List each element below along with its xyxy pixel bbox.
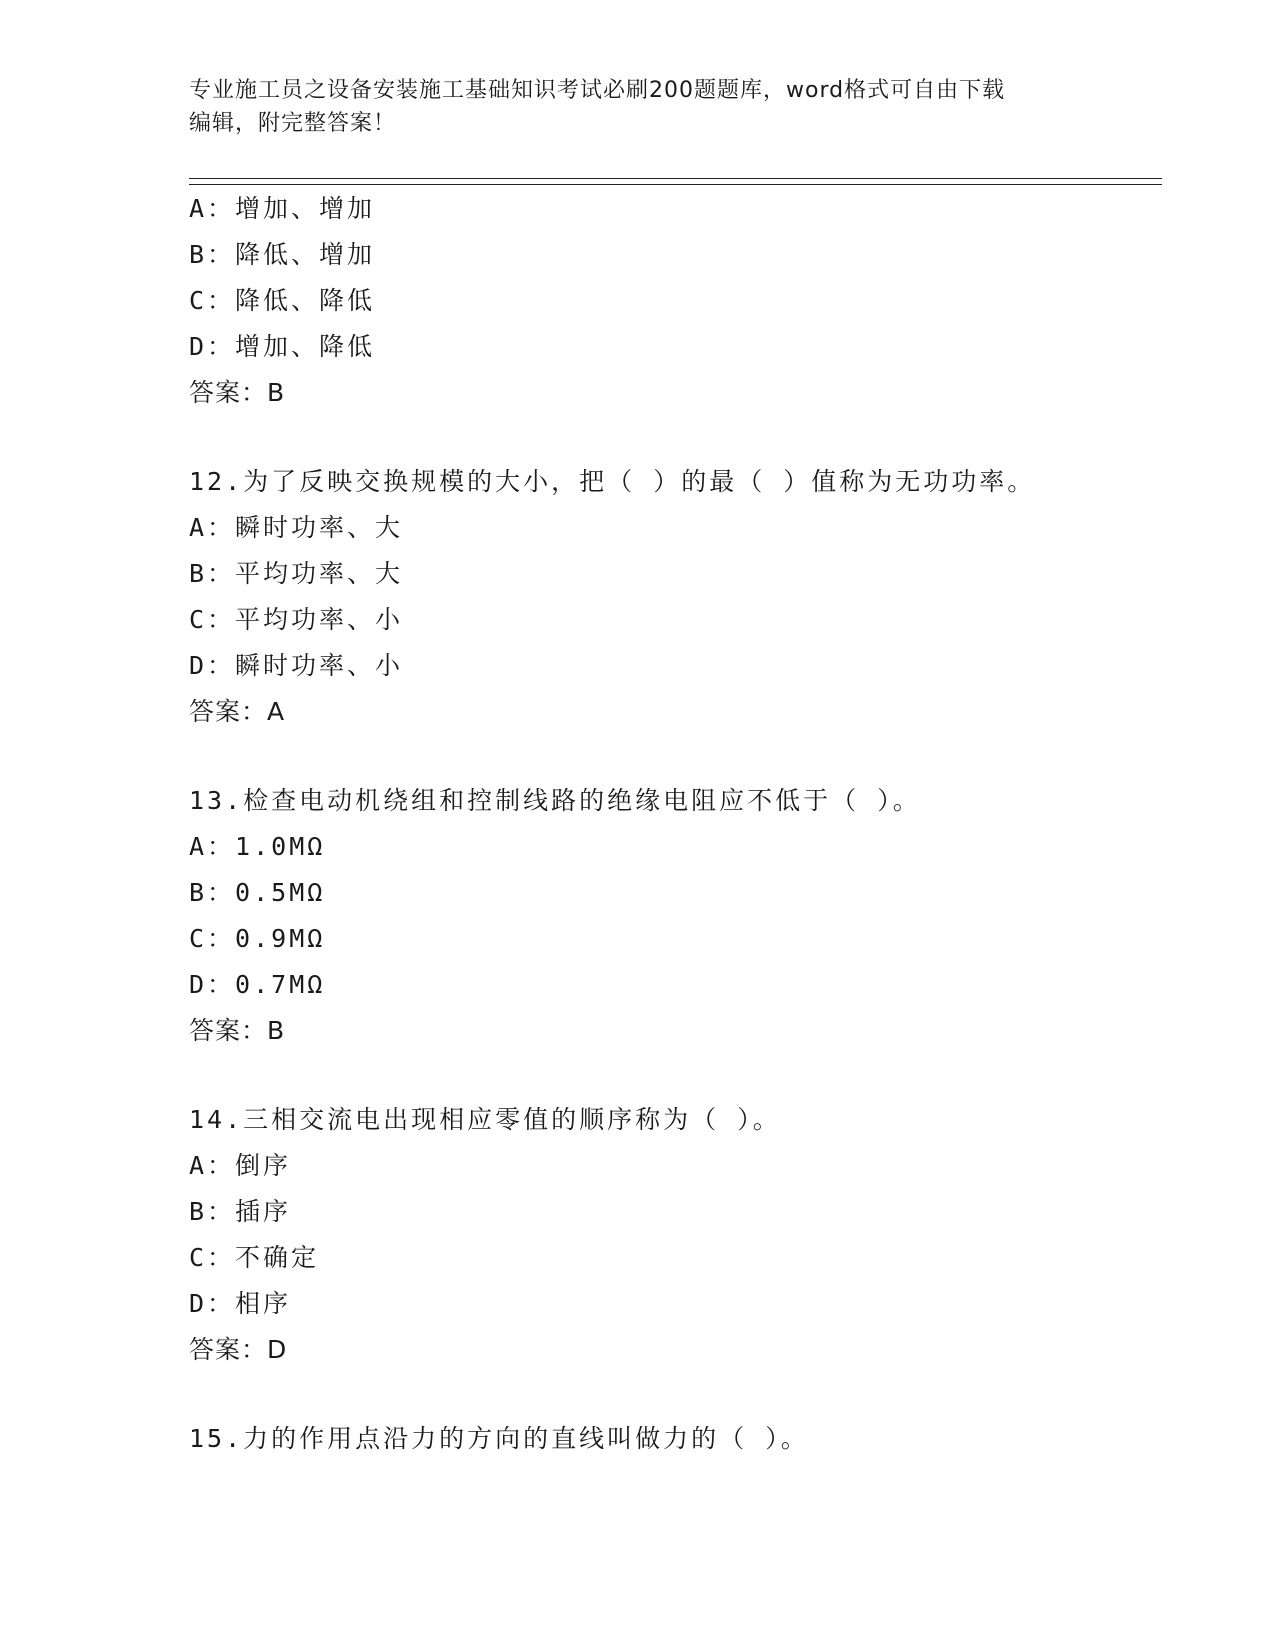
option-b: B：插序 bbox=[189, 1197, 292, 1226]
answer-line: 答案：B bbox=[189, 378, 286, 407]
option-d: D：瞬时功率、小 bbox=[189, 651, 404, 680]
question-block-13 bbox=[189, 778, 1149, 1054]
question-block-11 bbox=[189, 186, 1149, 416]
question-text: 13.检查电动机绕组和控制线路的绝缘电阻应不低于（ ）。 bbox=[189, 786, 921, 815]
question-block-14 bbox=[189, 1097, 1149, 1373]
answer-line: 答案：B bbox=[189, 1016, 286, 1045]
option-d: D：0.7MΩ bbox=[189, 970, 326, 999]
header-divider-top bbox=[189, 178, 1162, 179]
option-b: B：降低、增加 bbox=[189, 240, 376, 269]
header-line-2: 编辑，附完整答案！ bbox=[189, 111, 397, 136]
option-a: A：增加、增加 bbox=[189, 194, 376, 223]
question-text: 15.力的作用点沿力的方向的直线叫做力的（ ）。 bbox=[189, 1424, 809, 1453]
header-divider-bottom bbox=[189, 184, 1162, 185]
option-a: A：瞬时功率、大 bbox=[189, 513, 404, 542]
header-line-1: 专业施工员之设备安装施工基础知识考试必刷200题题库，word格式可自由下载 bbox=[189, 78, 1006, 103]
option-c: C：不确定 bbox=[189, 1243, 320, 1272]
answer-line: 答案：A bbox=[189, 697, 286, 726]
option-b: B：0.5MΩ bbox=[189, 878, 326, 907]
question-block-15 bbox=[189, 1416, 1149, 1462]
option-c: C：降低、降低 bbox=[189, 286, 376, 315]
option-a: A：倒序 bbox=[189, 1151, 292, 1180]
option-d: D：增加、降低 bbox=[189, 332, 376, 361]
document-header bbox=[189, 74, 1079, 140]
question-list bbox=[189, 186, 1149, 1462]
answer-line: 答案：D bbox=[189, 1335, 288, 1364]
question-text: 12.为了反映交换规模的大小，把（ ）的最（ ）值称为无功功率。 bbox=[189, 467, 1036, 496]
option-a: A：1.0MΩ bbox=[189, 832, 326, 861]
question-text: 14.三相交流电出现相应零值的顺序称为（ ）。 bbox=[189, 1105, 781, 1134]
option-d: D：相序 bbox=[189, 1289, 292, 1318]
option-c: C：平均功率、小 bbox=[189, 605, 404, 634]
option-b: B：平均功率、大 bbox=[189, 559, 404, 588]
question-block-12 bbox=[189, 459, 1149, 735]
option-c: C：0.9MΩ bbox=[189, 924, 326, 953]
